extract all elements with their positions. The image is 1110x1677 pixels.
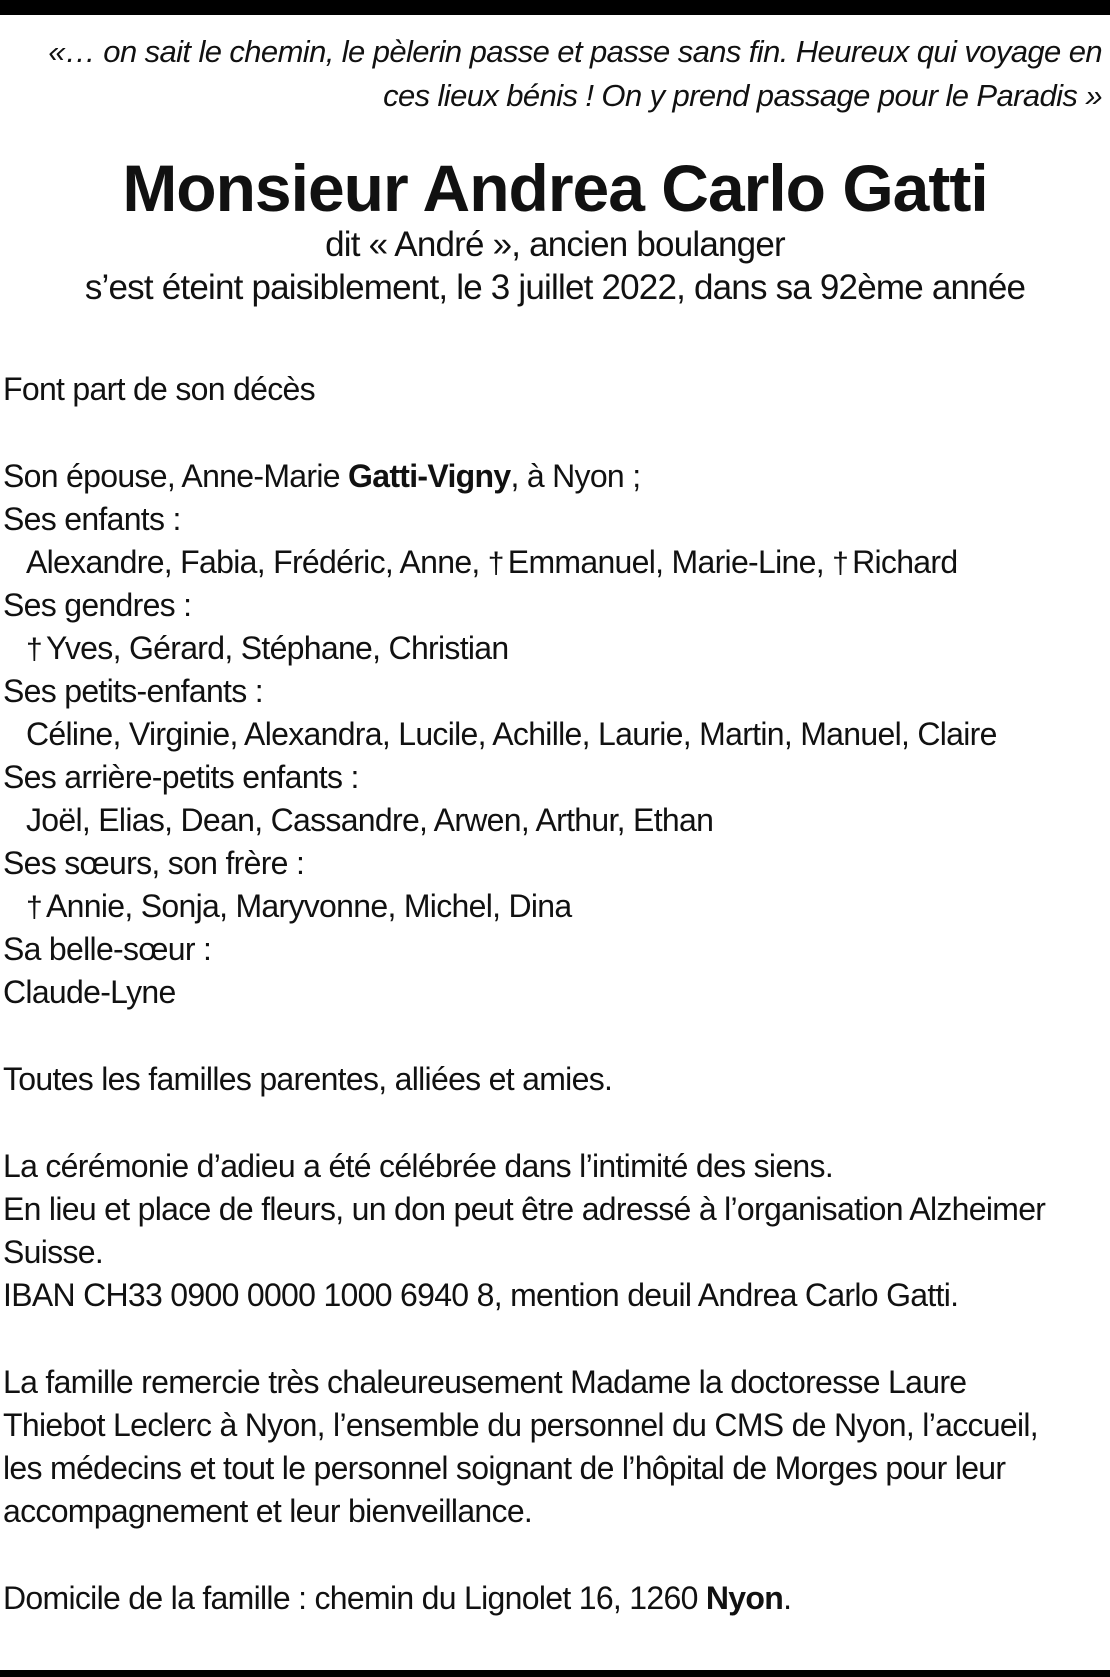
thanks-line-3: les médecins et tout le personnel soignant de l’hôpital de Morges pour leur [3,1450,1006,1486]
address-suffix: . [783,1580,792,1616]
children-part-1: Alexandre, Fabia, Frédéric, Anne, [26,544,488,580]
children-label: Ses enfants : [3,501,181,537]
siblings-names: Annie, Sonja, Maryvonne, Michel, Dina [46,888,572,924]
children-list [26,541,957,585]
donation-iban: IBAN CH33 0900 0000 1000 6940 8, mention deuil Andrea Carlo Gatti. [3,1277,959,1313]
epigraph-quote [0,30,1102,118]
address-city: Nyon [705,1580,784,1616]
sons-in-law-list [26,627,509,671]
cross-icon: † [26,633,42,666]
great-grandchildren-label: Ses arrière-petits enfants : [3,759,359,795]
ceremony-line-2: En lieu et place de fleurs, un don peut être adressé à l’organisation Alzheimer [3,1191,1046,1227]
grandchildren-label: Ses petits-enfants : [3,673,263,709]
family-address [3,1577,791,1620]
sons-in-law-names: Yves, Gérard, Stéphane, Christian [46,630,509,666]
address-prefix: Domicile de la famille : chemin du Lignolet 16, 1260 [3,1580,706,1616]
ceremony-line-1: La cérémonie d’adieu a été célébrée dans l’intimité des siens. [3,1148,834,1184]
deceased-alias: dit « André », ancien boulanger [325,225,785,264]
children-part-2: Emmanuel, Marie-Line, [507,544,833,580]
siblings-list [26,885,572,929]
top-rule [0,0,1110,15]
announcement: Font part de son décès [3,371,315,407]
thanks-line-1: La famille remercie très chaleureusement Madame la doctoresse Laure [3,1364,967,1400]
sister-in-law-name: Claude-Lyne [3,974,176,1010]
sister-in-law-label: Sa belle-sœur : [3,931,212,967]
spouse-name: Gatti-Vigny [348,458,511,494]
children-part-3: Richard [852,544,958,580]
bottom-rule [0,1670,1110,1677]
cross-icon: † [487,547,504,580]
spouse-suffix: , à Nyon ; [510,458,641,494]
spouse-prefix: Son épouse, Anne-Marie [3,458,349,494]
sons-in-law-label: Ses gendres : [3,587,192,623]
deceased-name: Monsieur Andrea Carlo Gatti [122,151,988,225]
siblings-label: Ses sœurs, son frère : [3,845,305,881]
grandchildren-list: Céline, Virginie, Alexandra, Lucile, Achille, Laurie, Martin, Manuel, Claire [26,716,997,752]
thanks-line-2: Thiebot Leclerc à Nyon, l’ensemble du personnel du CMS de Nyon, l’accueil, [3,1407,1038,1443]
quote-line-1: «… on sait le chemin, le pèlerin passe et passe sans fin. Heureux qui voyage en [48,34,1102,69]
cross-icon: † [26,891,42,924]
passing-statement: s’est éteint paisiblement, le 3 juillet 2022, dans sa 92ème année [84,268,1026,307]
families-line: Toutes les familles parentes, alliées et amies. [3,1061,613,1097]
spouse-line [3,455,640,498]
great-grandchildren-list: Joël, Elias, Dean, Cassandre, Arwen, Arthur, Ethan [26,802,714,838]
cross-icon: † [832,547,849,580]
quote-line-2: ces lieux bénis ! On y prend passage pour le Paradis » [383,78,1102,113]
ceremony-line-3: Suisse. [3,1234,104,1270]
thanks-line-4: accompagnement et leur bienveillance. [3,1493,533,1529]
